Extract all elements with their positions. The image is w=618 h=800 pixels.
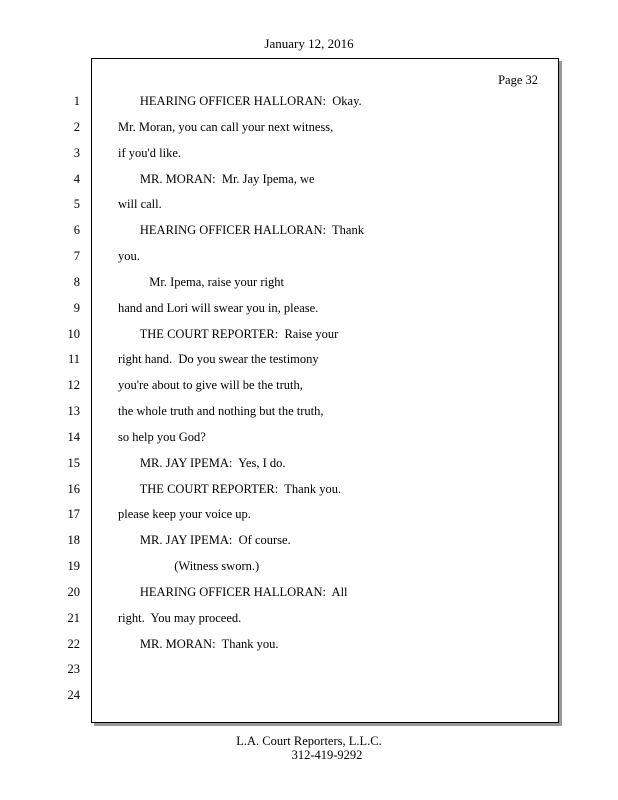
transcript-line: MR. MORAN: Thank you. — [118, 637, 279, 651]
transcript-line: MR. JAY IPEMA: Of course. — [118, 533, 291, 547]
line-number: 14 — [67, 430, 80, 444]
transcript-line: HEARING OFFICER HALLORAN: Thank — [118, 223, 364, 237]
line-number: 10 — [67, 327, 80, 341]
line-number: 18 — [67, 533, 80, 547]
line-number: 8 — [73, 275, 80, 289]
page-number: Page 32 — [498, 73, 538, 87]
transcript-line: HEARING OFFICER HALLORAN: All — [118, 585, 348, 599]
line-number: 15 — [67, 456, 80, 470]
line-number: 13 — [67, 404, 80, 418]
transcript-line: please keep your voice up. — [118, 507, 251, 521]
line-number: 20 — [67, 585, 80, 599]
line-number: 11 — [67, 352, 80, 366]
transcript-line: if you'd like. — [118, 146, 182, 160]
transcript-line: THE COURT REPORTER: Thank you. — [118, 482, 342, 496]
transcript-line: Mr. Ipema, raise your right — [118, 275, 284, 289]
transcript-line: hand and Lori will swear you in, please. — [118, 301, 319, 315]
line-number: 9 — [73, 301, 80, 315]
line-number: 23 — [67, 662, 80, 676]
line-number: 17 — [67, 507, 80, 521]
transcript-line: you. — [118, 249, 140, 263]
transcript-line: THE COURT REPORTER: Raise your — [118, 327, 339, 341]
line-number: 7 — [73, 249, 80, 263]
line-number: 22 — [67, 637, 80, 651]
transcript-line: you're about to give will be the truth, — [118, 378, 303, 392]
line-number: 3 — [73, 146, 80, 160]
line-number: 4 — [73, 172, 80, 186]
transcript-line: will call. — [118, 197, 162, 211]
footer-phone: 312-419-9292 — [291, 748, 363, 762]
transcript-line: HEARING OFFICER HALLORAN: Okay. — [118, 94, 362, 108]
transcript-line: (Witness sworn.) — [118, 559, 260, 573]
transcript-line: right hand. Do you swear the testimony — [118, 352, 319, 366]
transcript-line: Mr. Moran, you can call your next witness, — [118, 120, 334, 134]
header-date: January 12, 2016 — [264, 36, 354, 51]
transcript-line: right. You may proceed. — [118, 611, 242, 625]
line-number: 24 — [67, 688, 80, 702]
transcript-line: so help you God? — [118, 430, 206, 444]
transcript-line: MR. JAY IPEMA: Yes, I do. — [118, 456, 286, 470]
line-number: 1 — [73, 94, 80, 108]
transcript-line: the whole truth and nothing but the truth, — [118, 404, 324, 418]
line-number: 12 — [67, 378, 80, 392]
line-number: 2 — [73, 120, 80, 134]
line-number: 21 — [67, 611, 80, 625]
footer-company: L.A. Court Reporters, L.L.C. — [236, 734, 382, 748]
line-number: 6 — [73, 223, 80, 237]
line-number: 19 — [67, 559, 80, 573]
transcript-line: MR. MORAN: Mr. Jay Ipema, we — [118, 172, 315, 186]
line-number: 16 — [67, 482, 80, 496]
line-number: 5 — [73, 197, 80, 211]
